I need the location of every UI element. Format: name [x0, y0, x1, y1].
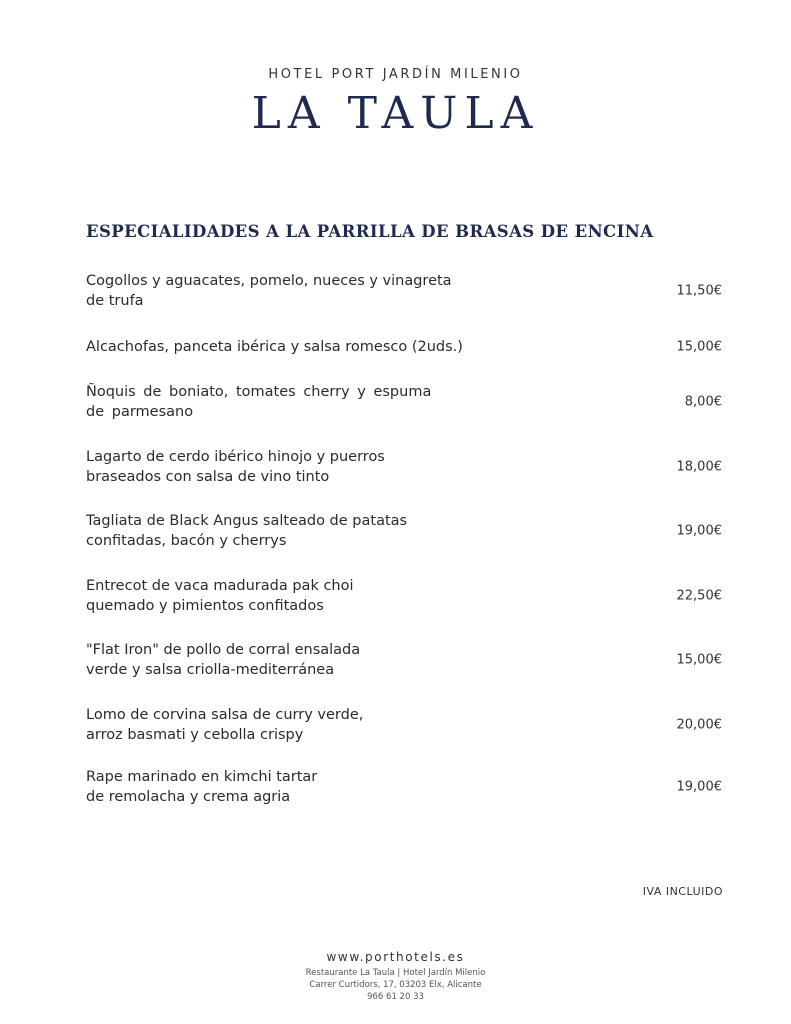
item-price: 8,00€ — [684, 394, 722, 410]
item-desc-line: Cogollos y aguacates, pomelo, nueces y vinagreta — [86, 273, 452, 289]
footer-restaurant: Restaurante La Taula | Hotel Jardín Milenio — [305, 968, 486, 978]
item-desc-line: Lagarto de cerdo ibérico hinojo y puerros — [86, 449, 385, 465]
item-price: 15,00€ — [676, 652, 722, 668]
item-price: 15,00€ — [676, 339, 722, 355]
item-desc-line: braseados con salsa de vino tinto — [86, 469, 330, 485]
item-desc-line: confitadas, bacón y cherrys — [86, 533, 287, 549]
item-desc-line: Alcachofas, panceta ibérica y salsa romesco (2uds.) — [86, 339, 463, 355]
menu-item — [86, 382, 722, 422]
item-desc-line: Entrecot de vaca madurada pak choi — [86, 578, 354, 594]
item-desc-line: verde y salsa criolla-mediterránea — [86, 662, 335, 678]
menu-item — [86, 511, 722, 551]
menu-item — [86, 767, 722, 807]
hotel-name: HOTEL PORT JARDÍN MILENIO — [268, 67, 523, 82]
item-desc-line: Tagliata de Black Angus salteado de patatas — [86, 513, 408, 529]
item-price: 19,00€ — [676, 779, 722, 795]
item-price: 20,00€ — [676, 717, 722, 733]
footer-address: Carrer Curtidors, 17, 03203 Elx, Alicante — [309, 980, 482, 990]
item-desc-line: arroz basmati y cebolla crispy — [86, 727, 304, 743]
item-price: 18,00€ — [676, 459, 722, 475]
item-desc-line: Ñoquis de boniato, tomates cherry y espuma — [86, 384, 432, 400]
item-desc-line: "Flat Iron" de pollo de corral ensalada — [86, 642, 361, 658]
menu-item — [86, 705, 722, 745]
item-price: 22,50€ — [676, 588, 722, 604]
item-desc-line: de parmesano — [86, 404, 194, 420]
item-price: 19,00€ — [676, 523, 722, 539]
item-desc-line: de remolacha y crema agria — [86, 789, 291, 805]
item-desc-line: Rape marinado en kimchi tartar — [86, 769, 318, 785]
menu-item — [86, 640, 722, 680]
restaurant-title: LA TAULA — [251, 88, 540, 139]
item-desc-line: de trufa — [86, 293, 144, 309]
website-link[interactable]: www.porthotels.es — [326, 950, 465, 964]
menu-item — [86, 271, 722, 311]
menu-item — [86, 576, 722, 616]
item-desc-line: quemado y pimientos confitados — [86, 598, 324, 614]
tax-note: IVA INCLUIDO — [642, 885, 723, 898]
footer-phone: 966 61 20 33 — [367, 992, 424, 1002]
menu-item — [86, 447, 722, 487]
item-price: 11,50€ — [676, 283, 722, 299]
menu-item — [86, 337, 722, 357]
item-desc-line: Lomo de corvina salsa de curry verde, — [86, 707, 364, 723]
section-title: ESPECIALIDADES A LA PARRILLA DE BRASAS DE ENCINA — [86, 222, 654, 241]
